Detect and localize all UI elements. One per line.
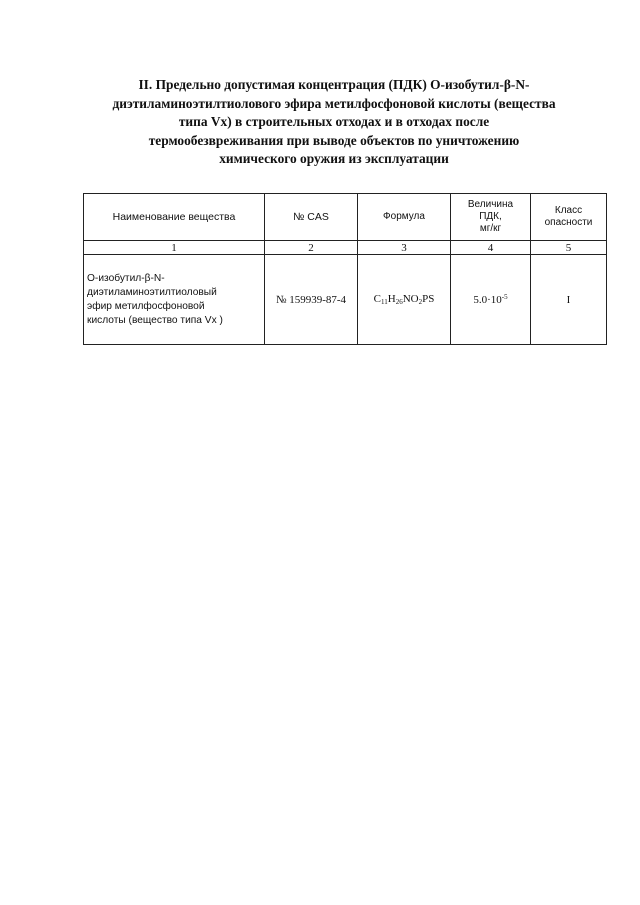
formula-c: C (373, 293, 381, 305)
cell-pdk-value (451, 255, 531, 345)
header-hazard-line: опасности (544, 217, 593, 228)
pdk-table (83, 193, 607, 345)
title-line: типа Vx) в строительных отходах и в отходах после (178, 114, 490, 129)
cell-formula (358, 255, 451, 345)
column-number: 1 (84, 241, 265, 255)
header-substance-name: Наименование вещества (84, 194, 265, 241)
title-line: термообезвреживания при выводе объектов по уничтожению (148, 132, 520, 148)
formula-c-subscript: 11 (381, 298, 388, 306)
cell-cas-number: № 159939-87-4 (265, 255, 358, 345)
column-number: 4 (451, 241, 531, 255)
header-formula: Формула (358, 194, 451, 241)
substance-name-line: кислоты (вещество типа Vx ) (87, 314, 223, 326)
formula-ps: PS (422, 293, 435, 305)
header-pdk-value (451, 194, 531, 241)
header-hazard-line: Класс (554, 205, 583, 216)
title-line: диэтиламиноэтилтиолового эфира метилфосфоновой кислоты (вещества (112, 95, 556, 111)
header-pdk-line: Величина (467, 199, 514, 210)
cell-substance-name (84, 255, 265, 345)
table-row (84, 255, 607, 345)
document-title (60, 76, 608, 169)
substance-name-line: О-изобутил-β-N- (87, 272, 165, 284)
substance-name-line: эфир метилфосфоновой (87, 300, 205, 312)
formula-h: H (387, 293, 396, 305)
title-line: химического оружия из эксплуатации (219, 151, 449, 166)
column-number-row (84, 241, 607, 255)
header-pdk-line: мг/кг (479, 223, 502, 234)
cell-hazard-class: I (531, 255, 607, 345)
formula-o-subscript: 2 (418, 298, 423, 306)
table-header-row (84, 194, 607, 241)
title-line: II. Предельно допустимая концентрация (ПДК) О-изобутил-β-N- (138, 77, 530, 92)
column-number: 2 (265, 241, 358, 255)
header-cas-number: № CAS (265, 194, 358, 241)
substance-name-line: диэтиламиноэтилтиоловый (87, 286, 217, 298)
pdk-mantissa: 5.0·10 (473, 294, 502, 306)
pdk-exponent: -5 (501, 293, 508, 301)
header-hazard-class (531, 194, 607, 241)
column-number: 3 (358, 241, 451, 255)
column-number: 5 (531, 241, 607, 255)
formula-h-subscript: 26 (395, 298, 403, 306)
formula-no: NO (402, 293, 419, 305)
header-pdk-line: ПДК, (479, 211, 502, 222)
